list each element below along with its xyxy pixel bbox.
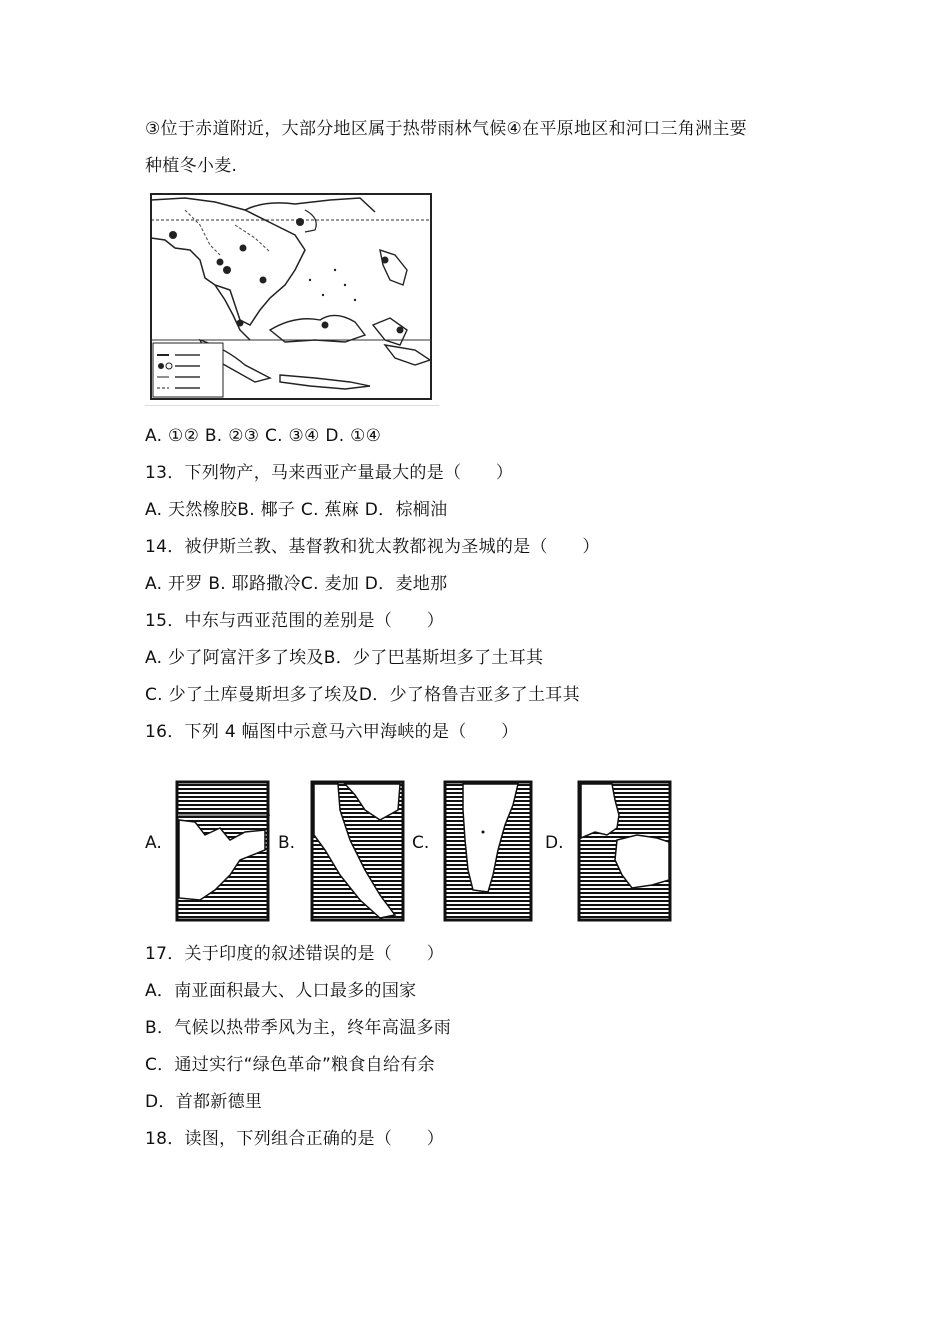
q15-options-cd: C. 少了土库曼斯坦多了埃及D．少了格鲁吉亚多了土耳其: [145, 685, 580, 705]
q16-stem: 16．下列 4 幅图中示意马六甲海峡的是（ ）: [145, 722, 519, 742]
strait-map-a: [175, 780, 270, 922]
strait-map-b: [310, 780, 405, 922]
figure-divider: [145, 405, 439, 406]
text-line-2: 种植冬小麦.: [145, 156, 238, 176]
strait-option-b-label: B.: [278, 833, 296, 853]
q13-options: A. 天然橡胶B. 椰子 C. 蕉麻 D．棕榈油: [145, 500, 448, 520]
strait-option-d-label: D.: [545, 833, 564, 853]
strait-map-d: [577, 780, 672, 922]
q17-option-b: B．气候以热带季风为主，终年高温多雨: [145, 1018, 452, 1038]
southeast-asia-map: [145, 190, 439, 406]
strait-option-c-label: C.: [412, 833, 430, 853]
q14-stem: 14．被伊斯兰教、基督教和犹太教都视为圣城的是（ ）: [145, 537, 600, 557]
q14-options: A. 开罗 B. 耶路撒冷C. 麦加 D．麦地那: [145, 574, 448, 594]
q17-stem: 17．关于印度的叙述错误的是（ ）: [145, 944, 445, 964]
q17-option-d: D．首都新德里: [145, 1092, 263, 1112]
q15-options-ab: A. 少了阿富汗多了埃及B．少了巴基斯坦多了土耳其: [145, 648, 544, 668]
q15-stem: 15．中东与西亚范围的差别是（ ）: [145, 611, 445, 631]
q13-stem: 13．下列物产，马来西亚产量最大的是（ ）: [145, 463, 514, 483]
text-line-1: ③位于赤道附近，大部分地区属于热带雨林气候④在平原地区和河口三角洲主要: [145, 119, 747, 139]
strait-option-a-label: A.: [145, 833, 162, 853]
q18-stem: 18．读图，下列组合正确的是（ ）: [145, 1129, 445, 1149]
strait-map-c: [443, 780, 533, 922]
q12-options: A. ①② B. ②③ C. ③④ D. ①④: [145, 426, 382, 446]
q17-option-a: A．南亚面积最大、人口最多的国家: [145, 981, 417, 1001]
q17-option-c: C．通过实行“绿色革命”粮食自给有余: [145, 1055, 435, 1075]
